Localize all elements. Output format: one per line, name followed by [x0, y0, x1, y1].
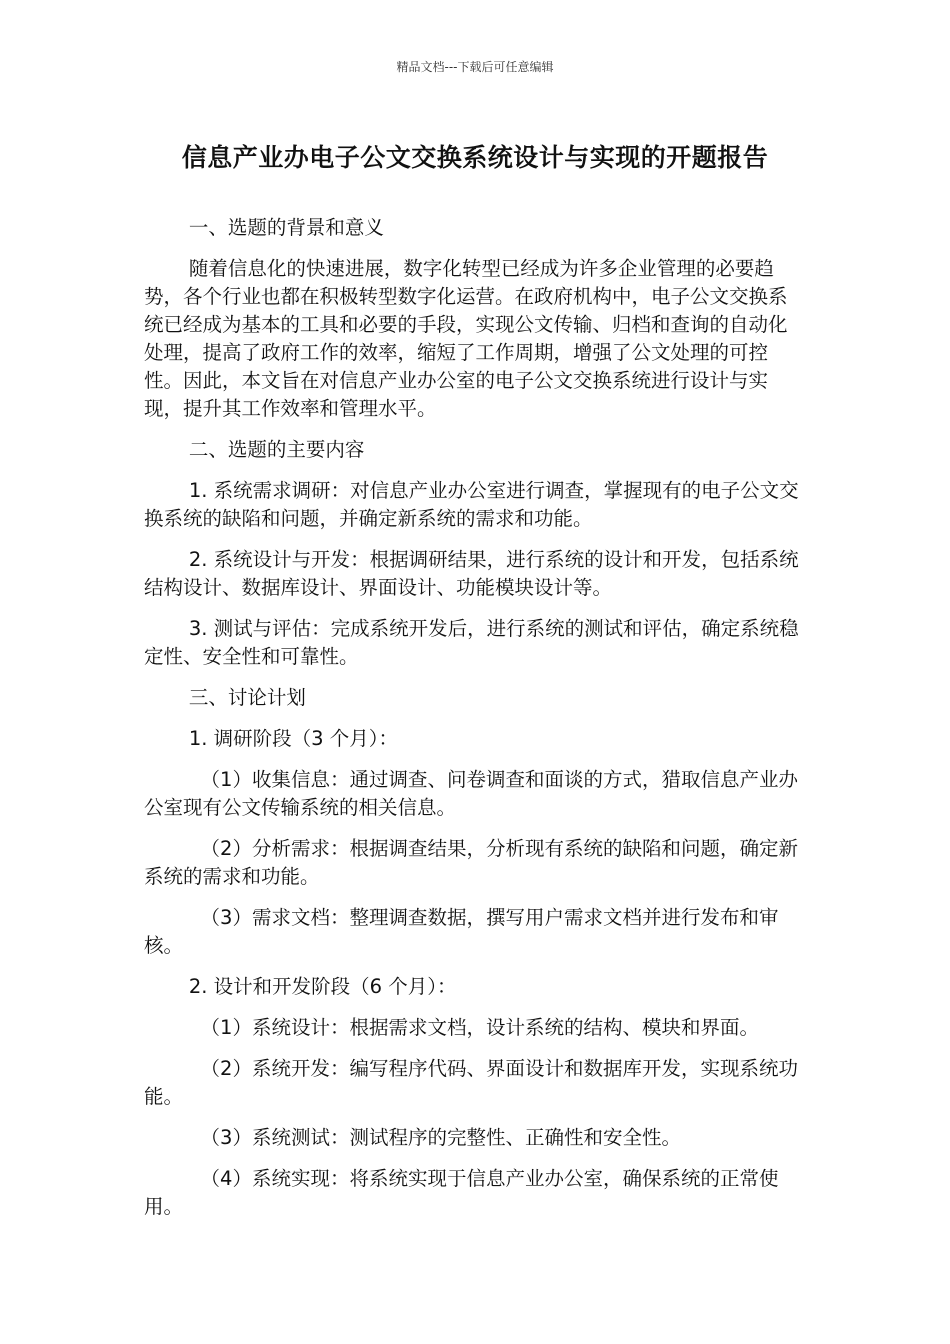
plan-substep: （4）系统实现：将系统实现于信息产业办公室，确保系统的正常使用。 — [144, 1167, 779, 1218]
plan-substep: （1）收集信息：通过调查、问卷调查和面谈的方式，猎取信息产业办公室现有公文传输系统的相关信息。 — [144, 768, 798, 819]
page-header: 精品文档---下载后可任意编辑 — [396, 60, 554, 74]
plan-substep: （3）系统测试：测试程序的完整性、正确性和安全性。 — [200, 1126, 681, 1149]
document-body — [144, 214, 806, 1234]
plan-substep: （2）分析需求：根据调查结果，分析现有系统的缺陷和问题，确定新系统的需求和功能。 — [144, 837, 798, 888]
paragraph-background: 随着信息化的快速进展，数字化转型已经成为许多企业管理的必要趋势，各个行业也都在积极转型数字化运营。在政府机构中，电子公文交换系统已经成为基本的工具和必要的手段，实现公文传输、归档和查询的自动化处理，提高了政府工作的效率，缩短了工作周期，增强了公文处理的可控性。因此，本文旨在对信息产业办公室的电子公文交换系统进行设计与实现，提升其工作效率和管理水平。 — [144, 257, 788, 420]
plan-stage-research: 1. 调研阶段（3 个月）： — [188, 727, 399, 750]
list-item-testing: 3. 测试与评估：完成系统开发后，进行系统的测试和评估，确定系统稳定性、安全性和可靠性。 — [144, 617, 799, 668]
list-item-requirements: 1. 系统需求调研：对信息产业办公室进行调查，掌握现有的电子公文交换系统的缺陷和问题，并确定新系统的需求和功能。 — [144, 479, 799, 530]
document-title: 信息产业办电子公文交换系统设计与实现的开题报告 — [181, 143, 769, 172]
plan-substep: （3）需求文档：整理调查数据，撰写用户需求文档并进行发布和审核。 — [144, 906, 779, 957]
plan-substep: （1）系统设计：根据需求文档，设计系统的结构、模块和界面。 — [200, 1016, 759, 1039]
section-heading-background: 一、选题的背景和意义 — [188, 216, 384, 239]
plan-stage-development: 2. 设计和开发阶段（6 个月）： — [188, 975, 457, 998]
list-item-design: 2. 系统设计与开发：根据调研结果，进行系统的设计和开发，包括系统结构设计、数据库设计、界面设计、功能模块设计等。 — [144, 548, 799, 599]
plan-substep: （2）系统开发：编写程序代码、界面设计和数据库开发，实现系统功能。 — [144, 1057, 798, 1108]
section-heading-plan: 三、讨论计划 — [188, 686, 306, 709]
section-heading-content: 二、选题的主要内容 — [188, 438, 365, 461]
